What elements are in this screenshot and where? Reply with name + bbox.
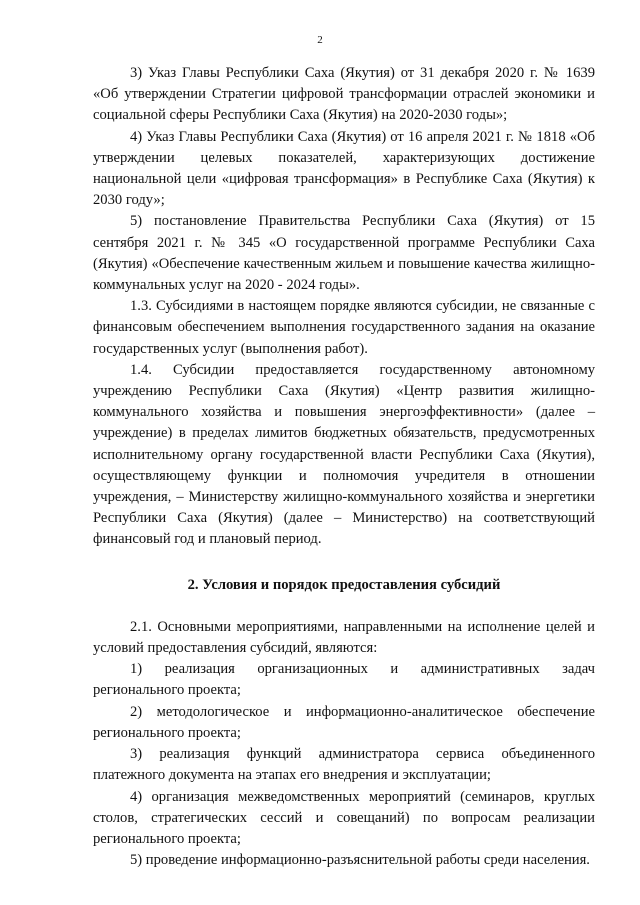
list-item-2: 2) методологическое и информационно-аналитическое обеспечение регионального проекта; <box>93 703 595 741</box>
list-item-1: 1) реализация организационных и административных задач регионального проекта; <box>93 661 595 699</box>
paragraph-decree-1639: 3) Указ Главы Республики Саха (Якутия) от 31 декабря 2020 г. № 1639 «Об утверждении Стратегии цифровой трансформации отраслей экономики и социальной сферы Республики Саха (Якутия) на 2020-2030 годы»; <box>93 65 595 124</box>
paragraph-decree-1818: 4) Указ Главы Республики Саха (Якутия) от 16 апреля 2021 г. № 1818 «Об утверждении целевых показателей, характеризующих достижение национальной цели «цифровая трансформация» в Республике Саха (Якутия) к 2030 году»; <box>93 128 595 209</box>
paragraph-1-3: 1.3. Субсидиями в настоящем порядке являются субсидии, не связанные с финансовым обеспечением выполнения государственного задания на оказание государственных услуг (выполнения работ). <box>93 298 595 357</box>
page-number: 2 <box>317 34 323 46</box>
list-item-3: 3) реализация функций администратора сервиса объединенного платежного документа на этапах его внедрения и эксплуатации; <box>93 746 595 784</box>
section-heading: 2. Условия и порядок предоставления субсидий <box>187 576 501 593</box>
paragraph-1-4: 1.4. Субсидии предоставляется государственному автономному учреждению Республики Саха (Якутия) «Центр развития жилищно-коммунального хозяйства и повышения энергоэффективности» (далее – учреждение) в пределах лимитов бюджетных обязательств, предусмотренных исполнительному органу государственной власти Республики Саха (Якутия), осуществляющему функции и полномочия учредителя в отношении учреждения, – Министерству жилищно-коммунального хозяйства и энергетики Республики Саха (Якутия) (далее – Министерство) на соответствующий финансовый год и плановый период. <box>93 361 595 548</box>
list-item-5: 5) проведение информационно-разъяснительной работы среди населения. <box>130 852 590 869</box>
document-body <box>93 63 595 871</box>
paragraph-resolution-345: 5) постановление Правительства Республики Саха (Якутия) от 15 сентября 2021 г. № 345 «О государственной программе Республики Саха (Якутия) «Обеспечение качественным жильем и повышение качества жилищно-коммунальных услуг на 2020 - 2024 годы». <box>93 213 595 294</box>
list-item-4: 4) организация межведомственных мероприятий (семинаров, круглых столов, стратегических сессий и совещаний) по вопросам реализации регионального проекта; <box>93 788 595 847</box>
paragraph-2-1: 2.1. Основными мероприятиями, направленными на исполнение целей и условий предоставления субсидий, являются: <box>93 618 595 657</box>
